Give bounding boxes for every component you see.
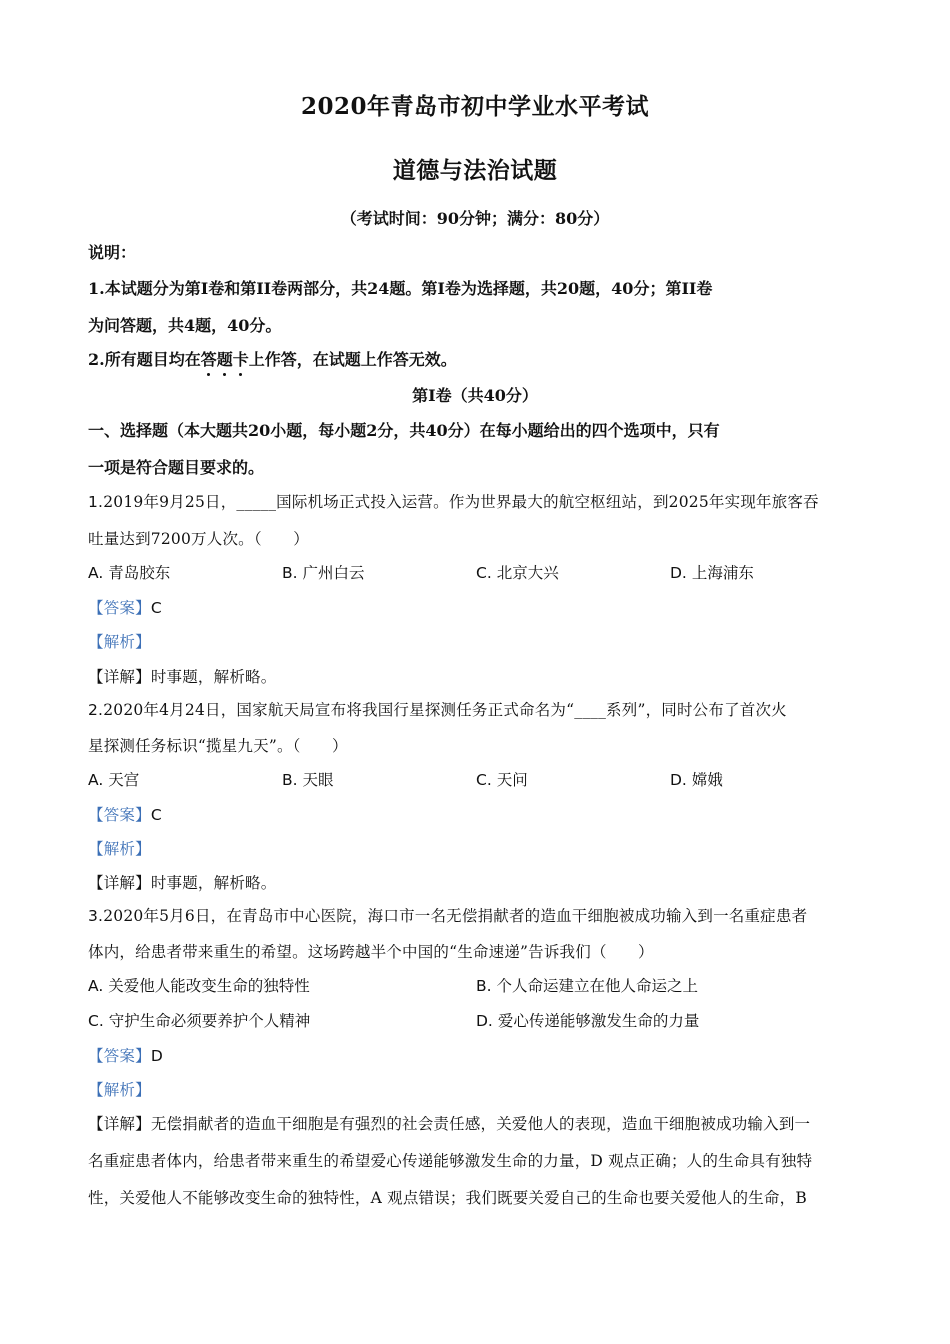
option-letter: A. xyxy=(88,564,104,582)
question-3-number: 3. xyxy=(88,907,104,925)
answer-value: C xyxy=(150,806,162,824)
detail-text: 无偿捐献者的造血干细胞是有强烈的社会责任感，关爱他人的表现，造血干细胞被成功输入到一 xyxy=(150,1115,811,1133)
exam-subtitle: 道德与法治试题 xyxy=(392,157,558,184)
question-2-line-1 xyxy=(88,698,868,720)
detail-tag: 【详解】 xyxy=(88,874,151,892)
question-3-detail-line-1 xyxy=(88,1112,868,1134)
question-1-number: 1. xyxy=(88,493,104,511)
note-2 xyxy=(88,347,868,370)
option-text: 关爱他人能改变生命的独特性 xyxy=(108,977,310,995)
question-2-detail xyxy=(88,871,868,893)
question-3-line-2: 体内，给患者带来重生的希望。这场跨越半个中国的“生命速递”告诉我们（ ） xyxy=(88,943,654,961)
notes-heading: 说明： xyxy=(88,243,137,262)
question-2-answer xyxy=(88,803,868,825)
question-3-line-1 xyxy=(88,904,868,926)
note-2-prefix: 2.所有题目均在 xyxy=(88,350,201,369)
option-letter: B. xyxy=(476,977,492,995)
section-1-line-1: 一、选择题（本大题共20小题，每小题2分，共40分）在每小题给出的四个选项中，只有 xyxy=(88,421,720,440)
option-text: 天眼 xyxy=(302,771,334,789)
option-text: 天问 xyxy=(496,771,528,789)
question-2-option-a xyxy=(88,768,139,790)
answer-tag: 【答案】 xyxy=(88,599,151,617)
option-text: 个人命运建立在他人命运之上 xyxy=(496,977,699,995)
answer-tag: 【答案】 xyxy=(88,806,151,824)
option-letter: C. xyxy=(476,564,492,582)
question-3-analysis-tag: 【解析】 xyxy=(88,1081,151,1099)
question-2-analysis-tag: 【解析】 xyxy=(88,840,151,858)
answer-value: C xyxy=(150,599,162,617)
question-1-option-b xyxy=(282,561,365,583)
answer-value: D xyxy=(150,1047,163,1065)
option-text: 上海浦东 xyxy=(691,564,754,582)
note-2-suffix: 上作答，在试题上作答无效。 xyxy=(248,350,457,369)
question-3-option-d xyxy=(476,1009,699,1031)
note-2-emphasis-2: 题 xyxy=(216,350,233,369)
option-text: 青岛胶东 xyxy=(108,564,171,582)
part-1-title: 第Ⅰ卷（共40分） xyxy=(412,386,538,405)
question-3-answer xyxy=(88,1044,868,1066)
option-letter: D. xyxy=(670,564,687,582)
question-1-detail xyxy=(88,665,868,687)
question-3-option-b xyxy=(476,974,698,996)
option-letter: C. xyxy=(476,771,492,789)
option-letter: C. xyxy=(88,1012,104,1030)
detail-tag: 【详解】 xyxy=(88,668,151,686)
question-2-option-d xyxy=(670,768,723,790)
note-1-line-1: 1.本试题分为第Ⅰ卷和第II卷两部分，共24题。第Ⅰ卷为选择题，共20题，40分；第II卷 xyxy=(88,279,713,298)
question-3-option-a xyxy=(88,974,310,996)
question-2-option-c xyxy=(476,768,528,790)
exam-info: （考试时间：90分钟；满分：80分） xyxy=(340,209,610,228)
option-letter: D. xyxy=(670,771,687,789)
question-2-number: 2. xyxy=(88,701,104,719)
question-1-line-1 xyxy=(88,490,868,512)
question-1-analysis-tag: 【解析】 xyxy=(88,633,151,651)
detail-text: 时事题，解析略。 xyxy=(150,874,277,892)
note-2-emphasis-3: 卡 xyxy=(232,350,249,369)
question-2-line-2: 星探测任务标识“揽星九天”。（ ） xyxy=(88,737,348,755)
note-1-line-2: 为问答题，共4题，40分。 xyxy=(88,316,282,335)
option-letter: B. xyxy=(282,771,298,789)
option-text: 天宫 xyxy=(108,771,140,789)
question-1-option-d xyxy=(670,561,754,583)
question-3-stem: 2020年5月6日，在青岛市中心医院，海口市一名无偿捐献者的造血干细胞被成功输入到一名重症患者 xyxy=(103,907,808,925)
note-2-emphasis-1: 答 xyxy=(200,350,217,369)
question-3-detail-line-3: 性，关爱他人不能够改变生命的独特性，A 观点错误；我们既要关爱自己的生命也要关爱他人的生命，B xyxy=(88,1189,807,1207)
question-2-stem: 2020年4月24日，国家航天局宣布将我国行星探测任务正式命名为“____系列”，同时公布了首次火 xyxy=(103,701,787,719)
question-3-option-c xyxy=(88,1009,310,1031)
option-letter: D. xyxy=(476,1012,493,1030)
option-letter: A. xyxy=(88,977,104,995)
exam-title: 2020年青岛市初中学业水平考试 xyxy=(300,93,649,120)
option-letter: B. xyxy=(282,564,298,582)
question-1-option-a xyxy=(88,561,170,583)
detail-text: 时事题，解析略。 xyxy=(150,668,277,686)
question-1-answer xyxy=(88,596,868,618)
option-text: 北京大兴 xyxy=(496,564,559,582)
detail-tag: 【详解】 xyxy=(88,1115,151,1133)
option-letter: A. xyxy=(88,771,104,789)
option-text: 嫦娥 xyxy=(691,771,723,789)
question-1-line-2: 吐量达到7200万人次。（ ） xyxy=(88,530,309,548)
question-2-option-b xyxy=(282,768,334,790)
question-1-stem: 2019年9月25日，_____国际机场正式投入运营。作为世界最大的航空枢纽站，到2025年实现年旅客吞 xyxy=(103,493,819,511)
question-3-detail-line-2: 名重症患者体内，给患者带来重生的希望爱心传递能够激发生命的力量，D 观点正确；人的生命具有独特 xyxy=(88,1152,813,1170)
option-text: 广州白云 xyxy=(302,564,365,582)
answer-tag: 【答案】 xyxy=(88,1047,151,1065)
option-text: 守护生命必须要养护个人精神 xyxy=(108,1012,311,1030)
question-1-option-c xyxy=(476,561,559,583)
section-1-line-2: 一项是符合题目要求的。 xyxy=(88,458,265,477)
option-text: 爱心传递能够激发生命的力量 xyxy=(497,1012,700,1030)
